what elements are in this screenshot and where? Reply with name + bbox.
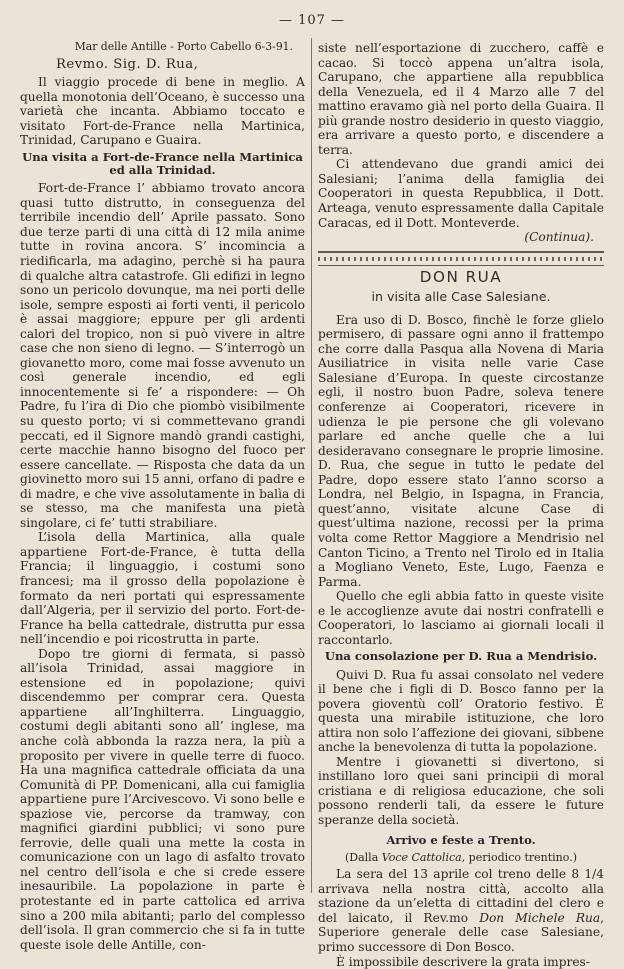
section-heading-trento: Arrivo e feste a Trento. xyxy=(386,832,536,847)
letter-dateline: Mar delle Antille - Porto Cabello 6-3-91. xyxy=(74,40,293,53)
right-column xyxy=(318,41,604,969)
paragraph-guaira-friends: Ci attendevano due grandi amici dei Salesiani; l’anima della famiglia dei Cooperatori in questa Repubblica, il Dott. Arteaga, venuto espressamente dalla Capitale Caracas, ed il Dott. Monteverde. xyxy=(318,157,604,230)
paragraph-trinidad: Dopo tre giorni di fermata, si passò all’isola Trinidad, assai maggiore in estensione ed in popolazione; quivi discendemmo per comprar cera. Questa appartiene all’Inghilterra. Linguaggio, costumi degli abitanti sono all’ inglese, ma anche colà abbonda la razza nera, la più a proposito per vivere in quelle terre di fuoco. Ha una magnifica cattedrale officiata da una Comunità di PP. Domenicani, alla cui famiglia appartiene pure l’Arcivescovo. Vi sono belle e spaziose vie, percorse da tramway, con magnifici giardini pubblici; vi sono pure ferrovie, delle quali una mette la costa in comunicazione con un lago di asfalto trovato nel centro dell’isola e che si crede essere inesauribile. La popolazione in parte è protestante ed in parte cattolica ed arriva sino a 200 mila abitanti; parlo del complesso dell’isola. Il gran commercio che si fa in tutte queste isole delle Antille, con- xyxy=(20,646,305,952)
ornamental-divider xyxy=(318,251,604,266)
continua-note: (Continua). xyxy=(524,230,594,245)
column-divider xyxy=(311,38,312,893)
section-heading-mendrisio: Una consolazione per D. Rua a Mendrisio. xyxy=(324,649,598,664)
source-name: Voce Cattolica xyxy=(381,850,462,864)
paragraph-trento-2: È impossibile descrivere la grata impres- xyxy=(336,954,590,969)
paragraph-visits: Quello che egli abbia fatto in queste visite e le accoglienze avute dai nostri confratelli e Cooperatori, lo lasciamo ai giornali locali il raccontarlo. xyxy=(318,589,604,647)
paragraph-mendrisio-1: Quivi D. Rua fu assai consolato nel vedere il bene che i figli di D. Bosco fanno per la povera gioventù coll’ Oratorio festivo. È questa una mirabile istituzione, che loro attira non solo l’affezione dei giovani, sibbene anche la benevolenza di tutta la popolazione. xyxy=(318,667,604,755)
paragraph-mendrisio-2: Mentre i giovanetti si divertono, si instillano loro quei sani principii di moral cristiana e di religiosa educazione, che soli possono renderli tali, da essere le future speranze della società. xyxy=(318,754,604,827)
letter-intro: Il viaggio procede di bene in meglio. A quella monotonia dell’Oceano, è successo una varietà che incanta. Abbiamo toccato e visitato Fort-de-France nella Martinica, Trinidad, Carupano e Guaira. xyxy=(20,75,305,148)
left-column xyxy=(20,40,305,952)
section-heading-martinica: Una visita a Fort-de-France nella Martinica ed alla Trinidad. xyxy=(22,149,303,178)
paragraph-trento-1: La sera del 13 aprile col treno delle 8 1/4 arrivava nella nostra città, accolto alla stazione da un’eletta di cittadini del clero e del laicato, il Rev.mo Don Michele Rua, Superiore generale delle case Salesiane, primo successore di Don Bosco. xyxy=(318,867,604,955)
paragraph-martinica: L’isola della Martinica, alla quale appartiene Fort-de-France, è tutta della Francia; il linguaggio, i costumi sono francesi; ma il grosso della popolazione è formato da neri portati qui espressamente dall’Algeria, per il servizio del porto. Fort-de-France ha bella cattedrale, distrutta pur essa nell’incendio e poi ricostrutta in parte. xyxy=(20,530,305,647)
page-number: — 107 — xyxy=(278,13,346,28)
paragraph-continuation: siste nell’esportazione di zucchero, caffè e cacao. Si toccò appena un’altra isola, Carupano, che appartiene alla repubblica della Venezuela, ed il 4 Marzo alle 7 del mattino eravamo già nel porto della Guaira. Il più grande nostro desiderio in questo viaggio, era arrivare a questo porto, e discendere a terra. xyxy=(318,41,604,157)
source-credit: (Dalla Voce Cattolica, periodico trentino.) xyxy=(345,850,577,864)
article-subtitle: in visita alle Case Salesiane. xyxy=(371,289,551,305)
paragraph-don-rua-intro: Era uso di D. Bosco, finchè le forze glielo permisero, di passare ogni anno il frattempo che corre dalla Pasqua alla Novena di Maria Ausiliatrice in visita nelle varie Case Salesiane d’Europa. In queste circostanze egli, il nostro buon Padre, soleva tenere conferenze ai Cooperatori, ricevere in udienza le pie persone che gli volevano parlare ed anche quelle che a lui desideravano consegnare le proprie limosine. D. Rua, che segue in tutto le pedate del Padre, dopo essere stato l’anno scorso a Londra, nel Belgio, in Ispagna, in Francia, quest’anno, visitate alcune Case di quest’ultima nazione, recossi per la prima volta come Rettor Maggiore a Mendrisio nel Canton Ticino, a Trento nel Tirolo ed in Italia a Mogliano Veneto, Este, Lugo, Faenza e Parma. xyxy=(318,312,604,589)
person-name: Don Michele Rua xyxy=(479,910,601,925)
letter-salutation: Revmo. Sig. D. Rua, xyxy=(56,56,199,72)
paragraph-fort-de-france: Fort-de-France l’ abbiamo trovato ancora quasi tutto distrutto, in conseguenza del terribile incendio dell’ Aprile passato. Sono due terze parti di una città di 12 mila anime tutte in rovina ancora. S’ incomincia a riedificarla, ma adagino, perchè si ha paura di qualche altra catastrofe. Gli edifizi in legno sono un pericolo dovunque, ma nei porti delle isole, sempre esposti ai forti venti, il pericolo è assai maggiore; eppure per gli ardenti calori del tropico, non si può vivere in altre case che non sieno di legno. — S’interrogò un giovanetto moro, come mai fosse avvenuto un così generale incendio, ed egli innocentemente si fe’ a rispondere: — Oh Padre, fu l’ira di Dio che piombò visibilmente su questo porto; vi si commettevano grandi peccati, ed il Signore mandò grandi castighi, certe macchie hanno bisogno del fuoco per essere cancellate. — Risposta che data da un giovinetto moro sui 15 anni, orfano di padre e di madre, e che vive assolutamente in balìa di se stesso, ma che manifesta una pietà singolare, ci fe’ tutti strabiliare. xyxy=(20,181,305,530)
article-title: DON RUA xyxy=(419,267,503,286)
